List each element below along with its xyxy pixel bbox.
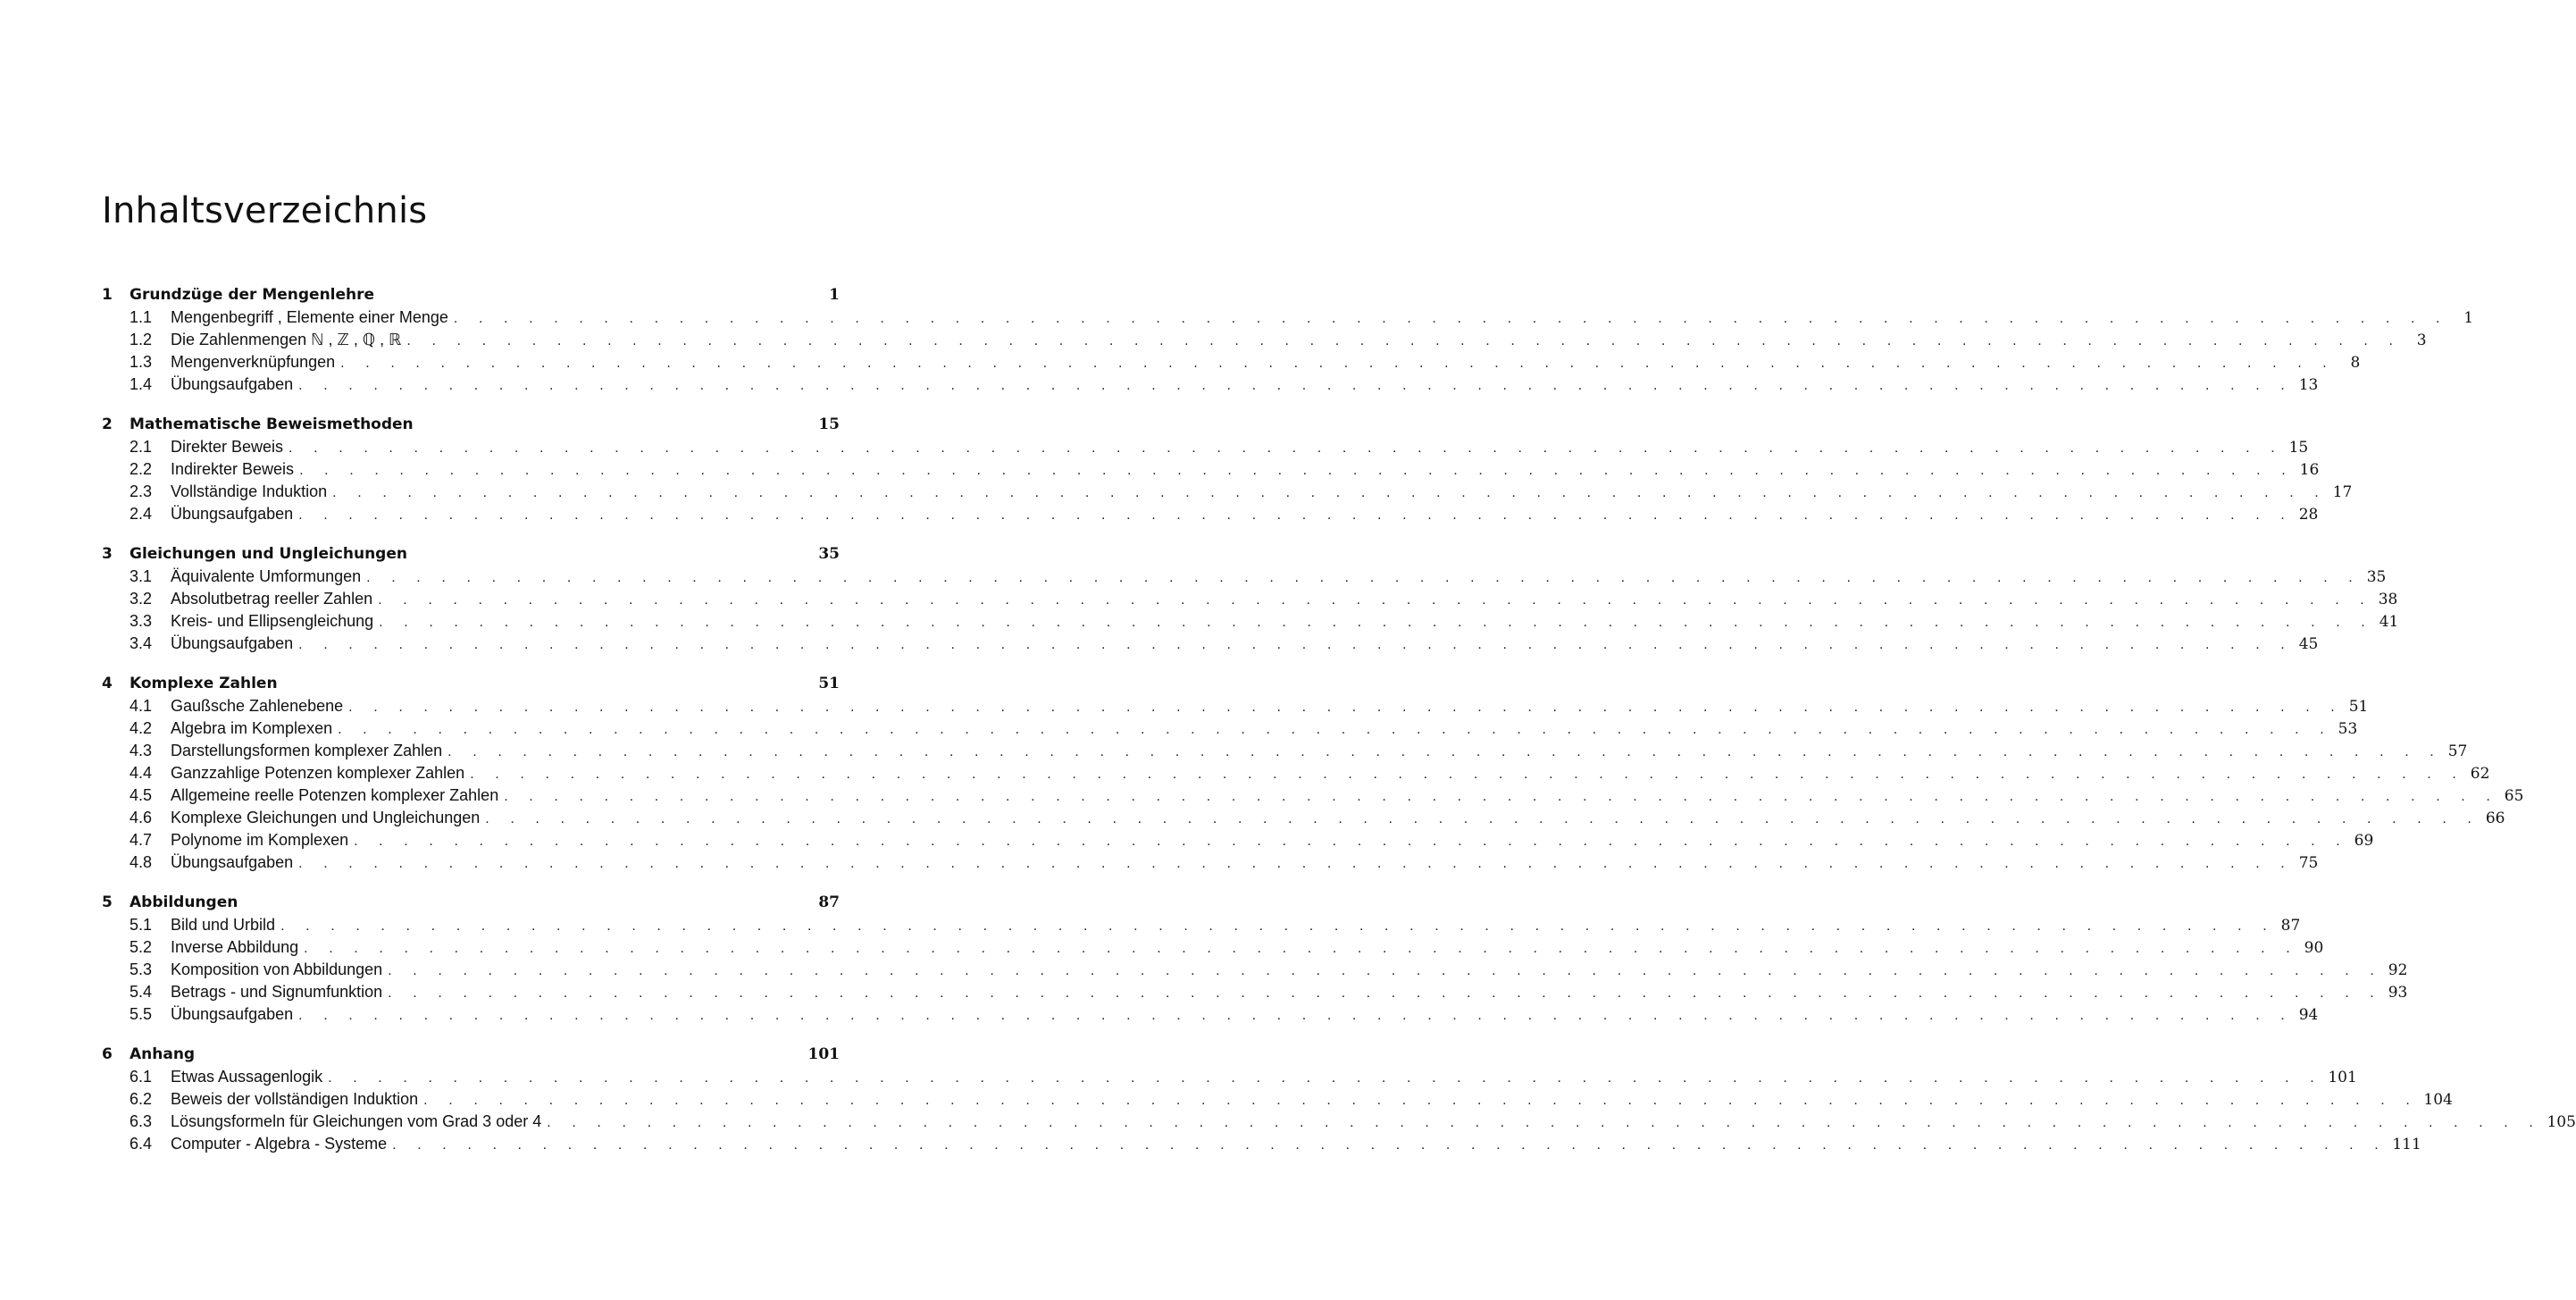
toc-section-entry[interactable] (102, 959, 2408, 981)
section-page-number: 94 (2298, 1006, 2319, 1024)
section-page-number: 1 (2463, 309, 2474, 327)
dot-leader: . . . . . . . . . . . . . . . . . . . . . . . . . . . . . . . . . . . . . . . . . . . . . . . . . . . . . . . . . . . . . . . . . . . . . . . . . . . . . . . . (470, 767, 2465, 782)
section-page-number: 69 (2354, 832, 2374, 850)
section-title: Absolutbetrag reeller Zahlen (171, 590, 373, 608)
section-number: 5.1 (130, 916, 153, 934)
section-number: 4.1 (130, 697, 153, 715)
dot-leader: . . . . . . . . . . . . . . . . . . . . . . . . . . . . . . . . . . . . . . . . . . . . . . . . . . . . . . . . . . . . . . . . . . . . . . . . . . . . . . . . (547, 1115, 2542, 1130)
toc-section-entry[interactable] (102, 436, 2309, 458)
toc-chapter-entry[interactable] (102, 543, 840, 566)
section-number: 2.2 (130, 460, 153, 478)
toc-section-entry[interactable] (102, 784, 2524, 807)
section-page-number: 111 (2392, 1136, 2421, 1153)
section-number: 6.2 (130, 1090, 153, 1108)
dot-leader: . . . . . . . . . . . . . . . . . . . . . . . . . . . . . . . . . . . . . . . . . . . . . . . . . . . . . . . . . . . . . . . . . . . . . . . . . . . . . . . . (304, 941, 2299, 956)
toc-chapter-entry[interactable] (102, 284, 840, 306)
section-number: 3.2 (130, 590, 153, 608)
section-title: Kreis- und Ellipsengleichung (171, 612, 374, 630)
toc-section-entry[interactable] (102, 481, 2353, 503)
dot-leader: . . . . . . . . . . . . . . . . . . . . . . . . . . . . . . . . . . . . . . . . . . . . . . . . . . . . . . . . . . . . . . . . . . . . . . . . . . . . . . . . (447, 744, 2443, 759)
section-number: 5.4 (130, 983, 153, 1001)
toc-section-entry[interactable] (102, 351, 2361, 373)
dot-leader: . . . . . . . . . . . . . . . . . . . . . . . . . . . . . . . . . . . . . . . . . . . . . . . . . . . . . . . . . . . . . . . . . . . . . . . . . . . . . . . . (406, 333, 2402, 348)
toc-section-entry[interactable] (102, 633, 2319, 655)
section-number: 4.7 (130, 831, 153, 849)
section-title: Polynome im Komplexen (171, 831, 349, 849)
toc-chapter (102, 1044, 2576, 1155)
dot-leader: . . . . . . . . . . . . . . . . . . . . . . . . . . . . . . . . . . . . . . . . . . . . . . . . . . . . . . . . . . . . . . . . . . . . . . . . . . . . . . . . (423, 1093, 2419, 1108)
section-page-number: 75 (2298, 854, 2319, 872)
section-title: Übungsaufgaben (171, 375, 294, 393)
toc-section-entry[interactable] (102, 981, 2408, 1003)
section-title: Ganzzahlige Potenzen komplexer Zahlen (171, 764, 465, 782)
dot-leader: . . . . . . . . . . . . . . . . . . . . . . . . . . . . . . . . . . . . . . . . . . . . . . . . . . . . . . . . . . . . . . . . . . . . . . . . . . . . . . . . (379, 615, 2374, 630)
section-number: 4.3 (130, 742, 153, 759)
section-title: Mengenverknüpfungen (171, 353, 336, 371)
dot-leader: . . . . . . . . . . . . . . . . . . . . . . . . . . . . . . . . . . . . . . . . . . . . . . . . . . . . . . . . . . . . . . . . . . . . . . . . . . . . . . . . (354, 834, 2349, 849)
section-number: 1.2 (130, 331, 153, 348)
chapter-page-number: 35 (818, 545, 840, 563)
toc-section-entry[interactable] (102, 807, 2505, 829)
section-title: Gaußsche Zahlenebene (171, 697, 344, 715)
section-page-number: 38 (2378, 591, 2398, 608)
section-number: 6.4 (130, 1135, 153, 1153)
chapter-number: 5 (102, 893, 113, 911)
section-page-number: 53 (2338, 720, 2358, 738)
dot-leader: . . . . . . . . . . . . . . . . . . . . . . . . . . . . . . . . . . . . . . . . . . . . . . . . . . . . . . . . . . . . . . . . . . . . . . . . . . . . . . . . (388, 963, 2383, 978)
chapter-page-number: 87 (818, 893, 840, 911)
toc-section-entry[interactable] (102, 588, 2398, 610)
section-number: 3.4 (130, 634, 153, 652)
toc-chapter (102, 543, 2399, 655)
section-number: 5.5 (130, 1005, 153, 1023)
section-page-number: 51 (2348, 698, 2369, 716)
chapter-title: Komplexe Zahlen (130, 675, 278, 692)
section-title: Allgemeine reelle Potenzen komplexer Zahlen (171, 786, 499, 804)
section-number: 4.5 (130, 786, 153, 804)
dot-leader: . . . . . . . . . . . . . . . . . . . . . . . . . . . . . . . . . . . . . . . . . . . . . . . . . . . . . . . . . . . . . . . . . . . . . . . . . . . . . . . . (298, 1008, 2294, 1023)
section-title: Übungsaufgaben (171, 1005, 294, 1023)
section-number: 2.4 (130, 505, 153, 523)
toc-section-entry[interactable] (102, 503, 2319, 525)
toc-section-entry[interactable] (102, 306, 2474, 329)
section-page-number: 104 (2423, 1091, 2453, 1109)
table-of-contents (102, 284, 2576, 1173)
section-page-number: 66 (2485, 809, 2505, 827)
toc-section-entry[interactable] (102, 566, 2387, 588)
section-title: Betrags - und Signumfunktion (171, 983, 383, 1001)
dot-leader: . . . . . . . . . . . . . . . . . . . . . . . . . . . . . . . . . . . . . . . . . . . . . . . . . . . . . . . . . . . . . . . . . . . . . . . . . . . . . . . . (392, 1137, 2388, 1153)
toc-section-entry[interactable] (102, 936, 2324, 959)
toc-section-entry[interactable] (102, 740, 2468, 762)
toc-section-entry[interactable] (102, 1003, 2319, 1026)
section-number: 3.1 (130, 567, 153, 585)
section-title: Beweis der vollständigen Induktion (171, 1090, 419, 1108)
toc-section-entry[interactable] (102, 762, 2490, 784)
section-page-number: 8 (2350, 354, 2361, 372)
dot-leader: . . . . . . . . . . . . . . . . . . . . . . . . . . . . . . . . . . . . . . . . . . . . . . . . . . . . . . . . . . . . . . . . . . . . . . . . . . . . . . . . (328, 1070, 2323, 1086)
dot-leader: . . . . . . . . . . . . . . . . . . . . . . . . . . . . . . . . . . . . . . . . . . . . . . . . . . . . . . . . . . . . . . . . . . . . . . . . . . . . . . . . (378, 592, 2373, 608)
toc-chapter (102, 673, 2524, 874)
section-page-number: 45 (2298, 635, 2319, 653)
toc-section-entry[interactable] (102, 329, 2427, 351)
dot-leader: . . . . . . . . . . . . . . . . . . . . . . . . . . . . . . . . . . . . . . . . . . . . . . . . . . . . . . . . . . . . . . . . . . . . . . . . . . . . . . . . (348, 700, 2344, 715)
dot-leader: . . . . . . . . . . . . . . . . . . . . . . . . . . . . . . . . . . . . . . . . . . . . . . . . . . . . . . . . . . . . . . . . . . . . . . . . . . . . . . . . (332, 485, 2328, 500)
dot-leader: . . . . . . . . . . . . . . . . . . . . . . . . . . . . . . . . . . . . . . . . . . . . . . . . . . . . . . . . . . . . . . . . . . . . . . . . . . . . . . . . (453, 311, 2449, 326)
section-title: Computer - Algebra - Systeme (171, 1135, 388, 1153)
chapter-page-number: 51 (818, 675, 840, 692)
toc-section-entry[interactable] (102, 610, 2399, 633)
section-page-number: 15 (2288, 439, 2309, 457)
section-title: Übungsaufgaben (171, 853, 294, 871)
toc-section-entry[interactable] (102, 1111, 2576, 1133)
section-number: 1.4 (130, 375, 153, 393)
toc-section-entry[interactable] (102, 1133, 2421, 1155)
dot-leader: . . . . . . . . . . . . . . . . . . . . . . . . . . . . . . . . . . . . . . . . . . . . . . . . . . . . . . . . . . . . . . . . . . . . . . . . . . . . . . . . (289, 440, 2284, 456)
section-title: Darstellungsformen komplexer Zahlen (171, 742, 443, 759)
toc-chapter (102, 892, 2408, 1026)
chapter-number: 2 (102, 415, 113, 433)
section-number: 4.4 (130, 764, 153, 782)
section-page-number: 62 (2470, 765, 2490, 783)
toc-section-entry[interactable] (102, 1066, 2357, 1088)
section-page-number: 3 (2416, 331, 2427, 349)
chapter-page-number: 1 (829, 286, 840, 304)
chapter-page-number: 15 (818, 415, 840, 433)
section-number: 3.3 (130, 612, 153, 630)
section-page-number: 90 (2304, 939, 2324, 957)
section-title: Die Zahlenmengen ℕ , ℤ , ℚ , ℝ (171, 331, 402, 348)
dot-leader: . . . . . . . . . . . . . . . . . . . . . . . . . . . . . . . . . . . . . . . . . . . . . . . . . . . . . . . . . . . . . . . . . . . . . . . . . . . . . . . . (298, 507, 2294, 523)
section-title: Übungsaufgaben (171, 634, 294, 652)
section-number: 2.3 (130, 482, 153, 500)
section-page-number: 65 (2504, 787, 2524, 805)
toc-section-entry[interactable] (102, 1088, 2453, 1111)
section-page-number: 101 (2328, 1069, 2357, 1086)
chapter-title: Mathematische Beweismethoden (130, 415, 414, 433)
section-number: 1.1 (130, 308, 153, 326)
section-number: 6.1 (130, 1068, 153, 1086)
section-page-number: 16 (2299, 461, 2320, 479)
section-number: 4.8 (130, 853, 153, 871)
dot-leader: . . . . . . . . . . . . . . . . . . . . . . . . . . . . . . . . . . . . . . . . . . . . . . . . . . . . . . . . . . . . . . . . . . . . . . . . . . . . . . . . (280, 918, 2276, 934)
toc-section-entry[interactable] (102, 829, 2374, 851)
page-title: Inhaltsverzeichnis (102, 190, 428, 231)
section-title: Lösungsformeln für Gleichungen vom Grad 3 oder 4 (171, 1112, 542, 1130)
section-title: Algebra im Komplexen (171, 719, 333, 737)
chapter-number: 3 (102, 545, 113, 563)
section-title: Direkter Beweis (171, 438, 284, 456)
section-number: 5.2 (130, 938, 153, 956)
toc-chapter (102, 414, 2353, 525)
dot-leader: . . . . . . . . . . . . . . . . . . . . . . . . . . . . . . . . . . . . . . . . . . . . . . . . . . . . . . . . . . . . . . . . . . . . . . . . . . . . . . . . (485, 811, 2480, 826)
section-title: Äquivalente Umformungen (171, 567, 362, 585)
section-page-number: 105 (2547, 1113, 2576, 1131)
dot-leader: . . . . . . . . . . . . . . . . . . . . . . . . . . . . . . . . . . . . . . . . . . . . . . . . . . . . . . . . . . . . . . . . . . . . . . . . . . . . . . . . (338, 722, 2333, 737)
dot-leader: . . . . . . . . . . . . . . . . . . . . . . . . . . . . . . . . . . . . . . . . . . . . . . . . . . . . . . . . . . . . . . . . . . . . . . . . . . . . . . . . (340, 356, 2336, 371)
dot-leader: . . . . . . . . . . . . . . . . . . . . . . . . . . . . . . . . . . . . . . . . . . . . . . . . . . . . . . . . . . . . . . . . . . . . . . . . . . . . . . . . (298, 378, 2294, 393)
chapter-title: Gleichungen und Ungleichungen (130, 545, 407, 563)
dot-leader: . . . . . . . . . . . . . . . . . . . . . . . . . . . . . . . . . . . . . . . . . . . . . . . . . . . . . . . . . . . . . . . . . . . . . . . . . . . . . . . . (388, 985, 2383, 1001)
dot-leader: . . . . . . . . . . . . . . . . . . . . . . . . . . . . . . . . . . . . . . . . . . . . . . . . . . . . . . . . . . . . . . . . . . . . . . . . . . . . . . . . (299, 463, 2295, 478)
chapter-number: 1 (102, 286, 113, 304)
toc-section-entry[interactable] (102, 458, 2320, 481)
section-number: 2.1 (130, 438, 153, 456)
section-title: Inverse Abbildung (171, 938, 299, 956)
section-title: Mengenbegriff , Elemente einer Menge (171, 308, 448, 326)
section-page-number: 17 (2332, 483, 2353, 501)
chapter-title: Abbildungen (130, 893, 238, 911)
toc-chapter-entry[interactable] (102, 892, 840, 914)
section-title: Etwas Aussagenlogik (171, 1068, 323, 1086)
toc-section-entry[interactable] (102, 695, 2369, 717)
section-title: Vollständige Induktion (171, 482, 328, 500)
section-title: Indirekter Beweis (171, 460, 295, 478)
chapter-number: 4 (102, 675, 113, 692)
toc-chapter (102, 284, 2474, 396)
chapter-title: Grundzüge der Mengenlehre (130, 286, 375, 304)
section-title: Übungsaufgaben (171, 505, 294, 523)
dot-leader: . . . . . . . . . . . . . . . . . . . . . . . . . . . . . . . . . . . . . . . . . . . . . . . . . . . . . . . . . . . . . . . . . . . . . . . . . . . . . . . . (504, 789, 2499, 804)
section-page-number: 28 (2298, 506, 2319, 524)
section-page-number: 41 (2379, 613, 2399, 631)
section-number: 5.3 (130, 960, 153, 978)
toc-chapter-entry[interactable] (102, 414, 840, 436)
chapter-title: Anhang (130, 1045, 196, 1063)
section-page-number: 87 (2280, 917, 2301, 935)
section-page-number: 57 (2447, 742, 2468, 760)
section-title: Bild und Urbild (171, 916, 276, 934)
section-page-number: 35 (2366, 568, 2387, 586)
toc-section-entry[interactable] (102, 914, 2301, 936)
dot-leader: . . . . . . . . . . . . . . . . . . . . . . . . . . . . . . . . . . . . . . . . . . . . . . . . . . . . . . . . . . . . . . . . . . . . . . . . . . . . . . . . (298, 637, 2294, 652)
section-page-number: 93 (2388, 984, 2408, 1002)
dot-leader: . . . . . . . . . . . . . . . . . . . . . . . . . . . . . . . . . . . . . . . . . . . . . . . . . . . . . . . . . . . . . . . . . . . . . . . . . . . . . . . . (298, 856, 2294, 871)
section-number: 4.6 (130, 809, 153, 826)
toc-section-entry[interactable] (102, 717, 2358, 740)
section-number: 1.3 (130, 353, 153, 371)
section-page-number: 13 (2298, 376, 2319, 394)
section-page-number: 92 (2388, 961, 2408, 979)
chapter-page-number: 101 (807, 1045, 840, 1063)
toc-section-entry[interactable] (102, 373, 2319, 396)
section-title: Komplexe Gleichungen und Ungleichungen (171, 809, 481, 826)
chapter-number: 6 (102, 1045, 113, 1063)
dot-leader: . . . . . . . . . . . . . . . . . . . . . . . . . . . . . . . . . . . . . . . . . . . . . . . . . . . . . . . . . . . . . . . . . . . . . . . . . . . . . . . . (366, 570, 2362, 585)
section-number: 6.3 (130, 1112, 153, 1130)
toc-chapter-entry[interactable] (102, 1044, 840, 1066)
toc-section-entry[interactable] (102, 851, 2319, 874)
section-number: 4.2 (130, 719, 153, 737)
section-title: Komposition von Abbildungen (171, 960, 383, 978)
toc-chapter-entry[interactable] (102, 673, 840, 695)
